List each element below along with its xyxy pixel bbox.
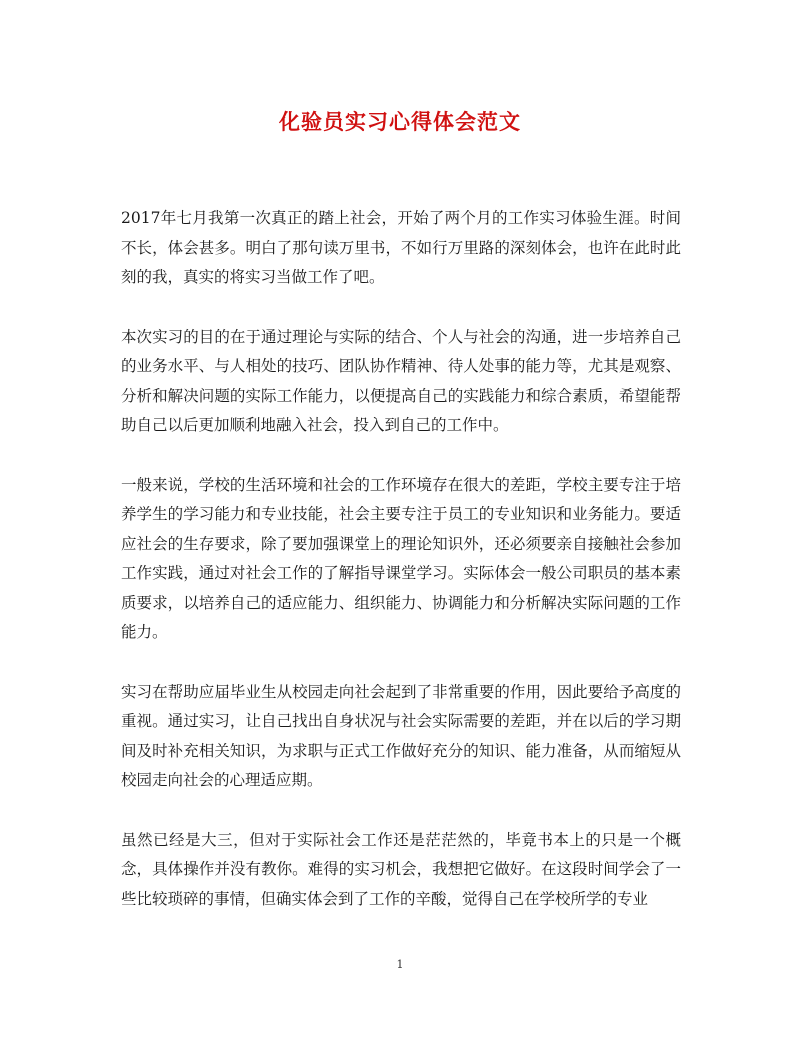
paragraph-3: 一般来说，学校的生活环境和社会的工作环境存在很大的差距，学校主要专注于培养学生的学习能力和专业技能，社会主要专注于员工的专业知识和业务能力。要适应社会的生存要求，除了要加强课堂上的理论知识外，还必须要亲自接触社会参加工作实践，通过对社会工作的了解指导课堂学习。实际体会一般公司职员的基本素质要求，以培养自己的适应能力、组织能力、协调能力和分析解决实际问题的工作能力。 (121, 475, 681, 641)
paragraph-1: 2017年七月我第一次真正的踏上社会，开始了两个月的工作实习体验生涯。时间不长，体会甚多。明白了那句读万里书，不如行万里路的深刻体会，也许在此时此刻的我，真实的将实习当做工作了吧。 (121, 209, 681, 286)
paragraph-5: 虽然已经是大三，但对于实际社会工作还是茫茫然的，毕竟书本上的只是一个概念，具体操作并没有教你。难得的实习机会，我想把它做好。在这段时间学会了一些比较琐碎的事情，但确实体会到了工作的辛酸，觉得自己在学校所学的专业 (121, 830, 681, 908)
paragraph-2: 本次实习的目的在于通过理论与实际的结合、个人与社会的沟通，进一步培养自己的业务水平、与人相处的技巧、团队协作精神、待人处事的能力等，尤其是观察、分析和解决问题的实际工作能力，以便提高自己的实践能力和综合素质，希望能帮助自己以后更加顺利地融入社会，投入到自己的工作中。 (121, 327, 681, 434)
document-title: 化验员实习心得体会范文 (279, 109, 521, 134)
paragraph-4: 实习在帮助应届毕业生从校园走向社会起到了非常重要的作用，因此要给予高度的重视。通过实习，让自己找出自身状况与社会实际需要的差距，并在以后的学习期间及时补充相关知识，为求职与正式工作做好充分的知识、能力准备，从而缩短从校园走向社会的心理适应期。 (121, 682, 681, 789)
document-body (121, 204, 681, 944)
page-number: 1 (396, 958, 404, 971)
